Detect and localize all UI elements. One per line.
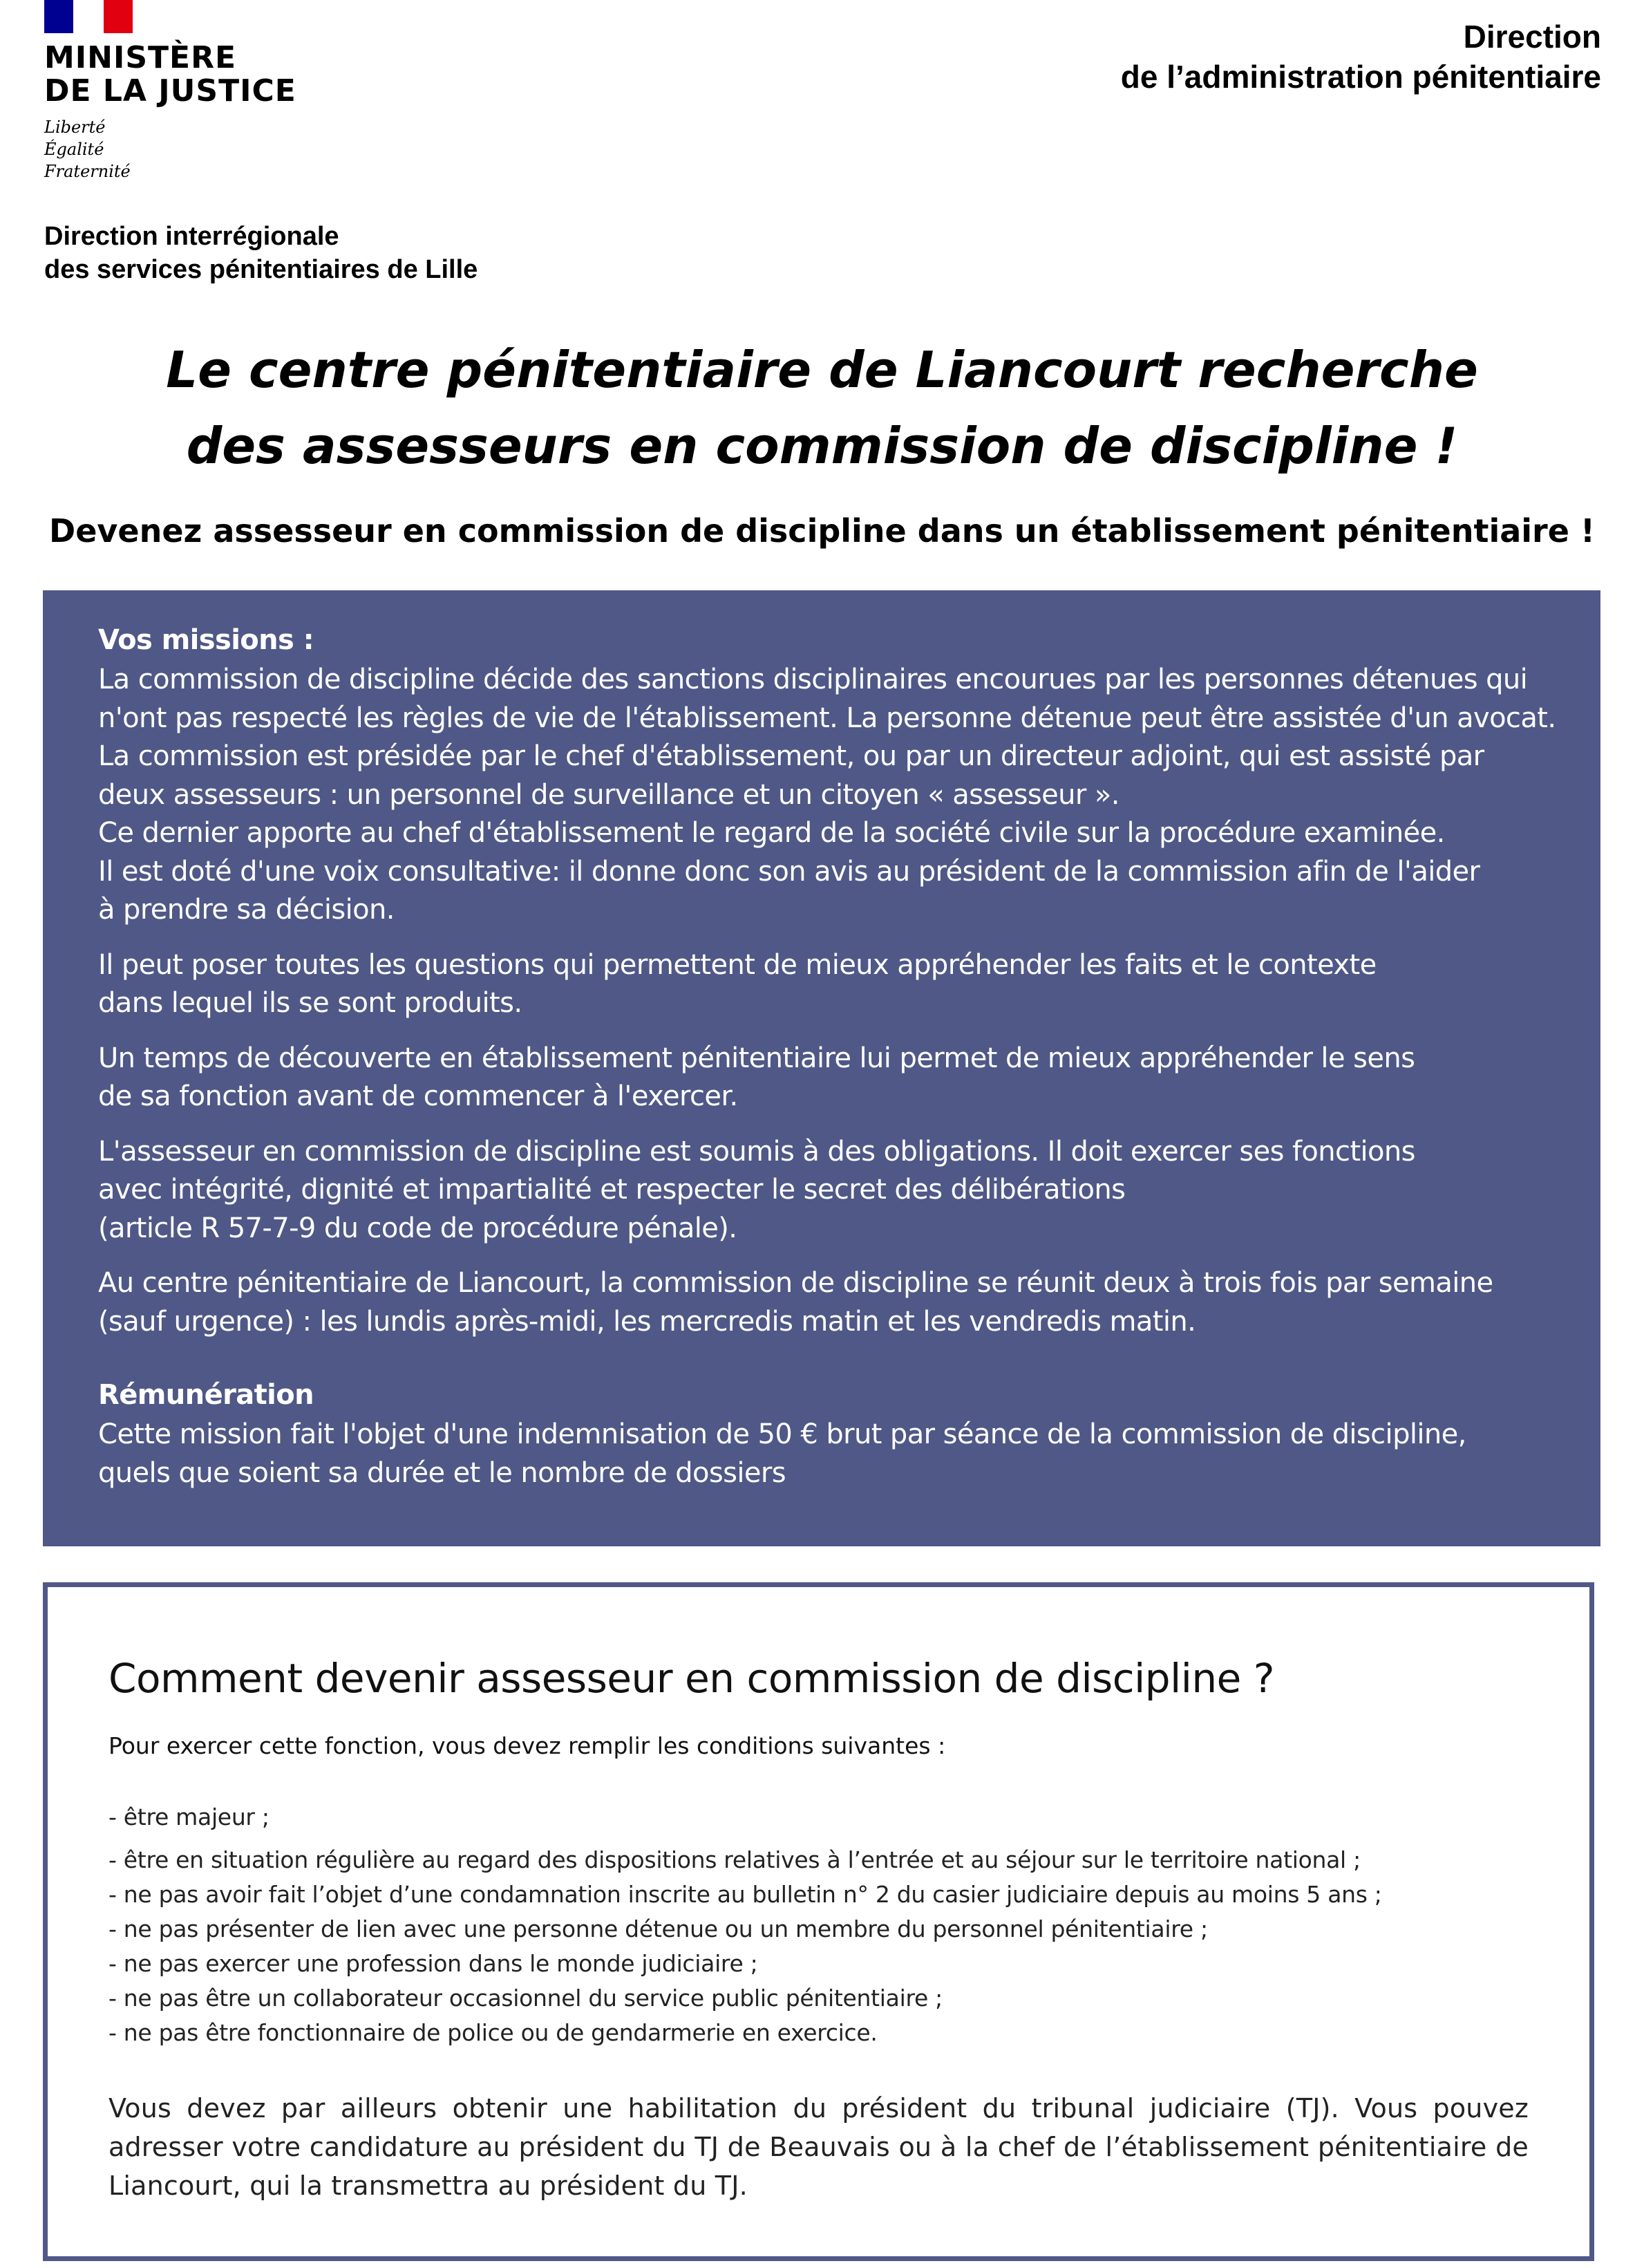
condition-item: - ne pas avoir fait l’objet d’une condamnation inscrite au bulletin n° 2 du casier judiciaire depuis au moins 5 ans ; <box>108 1881 1382 1908</box>
condition-item: - ne pas présenter de lien avec une personne détenue ou un membre du personnel pénitentiaire ; <box>108 1915 1208 1942</box>
direction-header <box>979 17 1601 97</box>
logo-motto-fraternite: Fraternité <box>44 162 131 181</box>
condition-item: - être majeur ; <box>108 1803 270 1830</box>
condition-item: - être en situation régulière au regard des dispositions relatives à l’entrée et au séjour sur le territoire national ; <box>108 1846 1361 1873</box>
condition-item: - ne pas être fonctionnaire de police ou de gendarmerie en exercice. <box>108 2019 878 2046</box>
logo-ministry-line2: DE LA JUSTICE <box>44 73 296 109</box>
logo-motto-egalite: Égalité <box>44 140 104 159</box>
missions-heading: Vos missions : <box>98 624 314 656</box>
conditions-intro: Pour exercer cette fonction, vous devez remplir les conditions suivantes : <box>108 1732 946 1759</box>
logo-motto-liberte: Liberté <box>44 118 106 137</box>
page-subtitle: Devenez assesseur en commission de discipline dans un établissement pénitentiaire ! <box>49 512 1595 550</box>
missions-paragraph: Au centre pénitentiaire de Liancourt, la commission de discipline se réunit deux à trois fois par semaine (sauf urgence) : les lundis après-midi, les mercredis matin et les vendredis matin. <box>98 1267 1493 1338</box>
conditions-outro: Vous devez par ailleurs obtenir une habilitation du président du tribunal judiciaire (TJ). Vous pouvez adresser votre candidature au président du TJ de Beauvais ou à la chef de l’établissement pénitentiaire de Liancourt, qui la transmettra au président du TJ. <box>108 2093 1529 2201</box>
direction-line1: Direction <box>1463 19 1601 55</box>
interregional-line2: des services pénitentiaires de Lille <box>44 255 478 284</box>
ministry-logo <box>44 0 296 194</box>
missions-paragraph: La commission de discipline décide des sanctions disciplinaires encourues par les personnes détenues qui n'ont pas respecté les règles de vie de l'établissement. La personne détenue peut être assistée d'un avocat. La commission est présidée par le chef d'établissement, ou par un directeur adjoint, qui est assisté par deux assesseurs : un personnel de surveillance et un citoyen « assesseur ». Ce dernier apporte au chef d'établissement le regard de la société civile sur la procédure examinée. Il est doté d'une voix consultative: il donne donc son avis au président de la commission afin de l'aider à prendre sa décision. <box>98 664 1556 926</box>
condition-item: - ne pas exercer une profession dans le monde judiciaire ; <box>108 1950 758 1977</box>
page-title <box>0 332 1644 484</box>
remuneration-text: Cette mission fait l'objet d'une indemnisation de 50 € brut par séance de la commission de discipline, quels que soient sa durée et le nombre de dossiers <box>98 1418 1466 1489</box>
remuneration-heading: Rémunération <box>98 1379 314 1411</box>
missions-paragraph: L'assesseur en commission de discipline est soumis à des obligations. Il doit exercer ses fonctions avec intégrité, dignité et impartialité et respecter le secret des délibérations (article R 57-7-9 du code de procédure pénale). <box>98 1135 1415 1244</box>
missions-panel <box>43 590 1600 1546</box>
direction-line2: de l’administration pénitentiaire <box>1120 59 1601 95</box>
french-flag-icon <box>44 0 133 33</box>
interregional-direction <box>44 220 478 286</box>
page-title-line1: Le centre pénitentiaire de Liancourt recherche <box>166 341 1478 399</box>
missions-paragraph: Il peut poser toutes les questions qui permettent de mieux appréhender les faits et le contexte dans lequel ils se sont produits. <box>98 948 1377 1019</box>
condition-item: - ne pas être un collaborateur occasionnel du service public pénitentiaire ; <box>108 1985 943 2012</box>
page-title-line2: des assesseurs en commission de discipline ! <box>186 417 1458 475</box>
interregional-line1: Direction interrégionale <box>44 222 339 251</box>
conditions-title: Comment devenir assesseur en commission de discipline ? <box>108 1655 1274 1702</box>
conditions-box <box>43 1582 1594 2261</box>
missions-paragraph: Un temps de découverte en établissement pénitentiaire lui permet de mieux appréhender le sens de sa fonction avant de commencer à l'exercer. <box>98 1042 1415 1112</box>
conditions-list <box>108 1800 1382 2050</box>
logo-ministry-line1: MINISTÈRE <box>44 40 237 75</box>
